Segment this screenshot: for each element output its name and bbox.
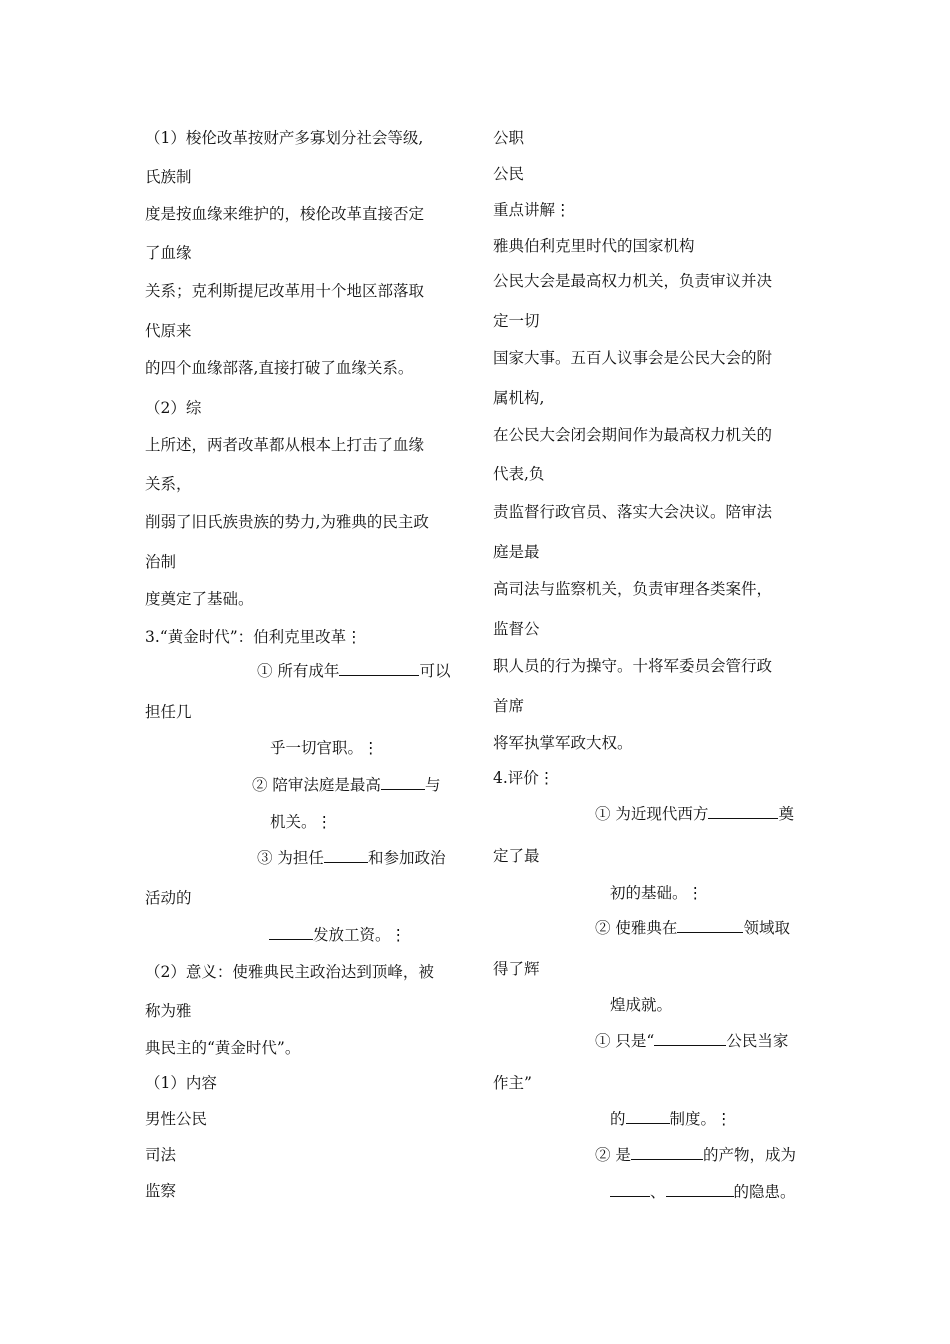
left-line-22: （2）意义：使雅典民主政治达到顶峰，被 bbox=[145, 963, 434, 981]
left-line-15: 担任几 bbox=[145, 703, 192, 721]
fill-in-suffix: 领域取 bbox=[743, 919, 790, 937]
fill-in-line-2 bbox=[252, 774, 440, 796]
left-line-12: 治制 bbox=[145, 553, 177, 571]
left-line-4: 了血缘 bbox=[145, 244, 192, 262]
fill-in-prefix: ① 为近现代西方 bbox=[595, 805, 709, 823]
right-line-3: 重点讲解⋮ bbox=[493, 201, 571, 219]
left-line-10: 关系， bbox=[145, 475, 192, 493]
fill-in-prefix: 的 bbox=[610, 1110, 626, 1128]
right-line-16: 首席 bbox=[493, 697, 525, 715]
right-line-18: 4.评价⋮ bbox=[493, 769, 555, 787]
fill-in-line-r3 bbox=[595, 1030, 788, 1052]
answer-blank[interactable] bbox=[666, 1182, 734, 1197]
fill-in-suffix: 的产物，成为 bbox=[702, 1146, 796, 1164]
left-line-25: （1）内容 bbox=[145, 1074, 217, 1092]
answer-blank[interactable] bbox=[708, 804, 778, 819]
fill-in-suffix: 与 bbox=[424, 776, 441, 794]
right-line-14: 监督公 bbox=[493, 620, 540, 638]
left-line-2: 氏族制 bbox=[145, 168, 192, 186]
fill-in-line-4 bbox=[269, 924, 406, 946]
fill-in-suffix: 可以 bbox=[419, 662, 451, 680]
fill-in-prefix: ① 只是“ bbox=[595, 1032, 655, 1050]
left-line-9: 上所述，两者改革都从根本上打击了血缘 bbox=[145, 436, 425, 454]
fill-in-suffix: 公民当家 bbox=[726, 1032, 789, 1050]
fill-in-prefix: ③ 为担任 bbox=[257, 849, 324, 867]
fill-in-line-r1 bbox=[595, 803, 794, 825]
left-line-3: 度是按血缘来维护的，梭伦改革直接否定 bbox=[145, 205, 425, 223]
left-line-18: 机关。⋮ bbox=[270, 813, 333, 831]
left-line-6: 代原来 bbox=[145, 322, 192, 340]
right-line-7: 国家大事。五百人议事会是公民大会的附 bbox=[493, 349, 773, 367]
answer-blank[interactable] bbox=[654, 1031, 726, 1046]
left-line-28: 监察 bbox=[145, 1182, 177, 1200]
right-line-21: 初的基础。⋮ bbox=[610, 884, 704, 902]
fill-in-suffix: 的隐患。 bbox=[733, 1183, 796, 1201]
right-line-26: 作主” bbox=[493, 1074, 532, 1092]
right-line-5: 公民大会是最高权力机关，负责审议并决 bbox=[493, 272, 773, 290]
right-line-9: 在公民大会闭会期间作为最高权力机关的 bbox=[493, 426, 773, 444]
answer-blank[interactable] bbox=[324, 848, 368, 863]
right-line-6: 定一切 bbox=[493, 312, 540, 330]
left-line-24: 典民主的“黄金时代”。 bbox=[145, 1039, 301, 1057]
left-line-20: 活动的 bbox=[145, 889, 192, 907]
left-line-1: （1）梭伦改革按财产多寡划分社会等级, bbox=[145, 129, 424, 147]
fill-in-separator: 、 bbox=[650, 1183, 666, 1201]
fill-in-suffix: 发放工资。⋮ bbox=[313, 926, 407, 944]
right-line-23: 得了辉 bbox=[493, 960, 540, 978]
right-line-12: 庭是最 bbox=[493, 543, 540, 561]
right-line-13: 高司法与监察机关，负责审理各类案件， bbox=[493, 580, 773, 598]
fill-in-line-3 bbox=[257, 847, 445, 869]
left-line-7: 的四个血缘部落,直接打破了血缘关系。 bbox=[145, 359, 414, 377]
left-line-23: 称为雅 bbox=[145, 1002, 192, 1020]
right-line-15: 职人员的行为操守。十将军委员会管行政 bbox=[493, 657, 773, 675]
fill-in-prefix: ② 是 bbox=[595, 1146, 631, 1164]
left-line-14: 3.“黄金时代”：伯利克里改革⋮ bbox=[145, 628, 362, 646]
answer-blank[interactable] bbox=[339, 661, 419, 676]
fill-in-suffix: 奠 bbox=[778, 805, 794, 823]
right-line-2: 公民 bbox=[493, 165, 525, 183]
fill-in-line-r5 bbox=[595, 1144, 796, 1166]
right-line-24: 煌成就。 bbox=[610, 996, 673, 1014]
left-line-27: 司法 bbox=[145, 1146, 177, 1164]
left-line-8: （2）综 bbox=[145, 399, 202, 417]
fill-in-line-1 bbox=[257, 660, 450, 682]
left-line-13: 度奠定了基础。 bbox=[145, 590, 254, 608]
answer-blank[interactable] bbox=[381, 775, 425, 790]
left-line-26: 男性公民 bbox=[145, 1110, 208, 1128]
answer-blank[interactable] bbox=[677, 918, 743, 933]
fill-in-suffix: 制度。⋮ bbox=[669, 1110, 732, 1128]
left-line-16: 乎一切官职。⋮ bbox=[270, 739, 379, 757]
fill-in-prefix: ① 所有成年 bbox=[257, 662, 340, 680]
answer-blank[interactable] bbox=[269, 925, 313, 940]
fill-in-line-r4 bbox=[610, 1108, 732, 1130]
right-line-20: 定了最 bbox=[493, 847, 540, 865]
answer-blank[interactable] bbox=[626, 1109, 670, 1124]
left-line-5: 关系；克利斯提尼改革用十个地区部落取 bbox=[145, 282, 425, 300]
answer-blank[interactable] bbox=[610, 1182, 650, 1197]
fill-in-line-r2 bbox=[595, 917, 790, 939]
left-line-11: 削弱了旧氏族贵族的势力,为雅典的民主政 bbox=[145, 513, 429, 531]
right-line-1: 公职 bbox=[493, 129, 525, 147]
right-line-4: 雅典伯利克里时代的国家机构 bbox=[493, 237, 695, 255]
answer-blank[interactable] bbox=[631, 1145, 703, 1160]
right-line-8: 属机构, bbox=[493, 389, 545, 407]
fill-in-prefix: ② 陪审法庭是最高 bbox=[252, 776, 381, 794]
fill-in-line-r6 bbox=[610, 1181, 796, 1203]
right-line-17: 将军执掌军政大权。 bbox=[493, 734, 633, 752]
fill-in-suffix: 和参加政治 bbox=[367, 849, 446, 867]
right-line-11: 责监督行政官员、落实大会决议。陪审法 bbox=[493, 503, 773, 521]
fill-in-prefix: ② 使雅典在 bbox=[595, 919, 678, 937]
right-line-10: 代表,负 bbox=[493, 465, 545, 483]
